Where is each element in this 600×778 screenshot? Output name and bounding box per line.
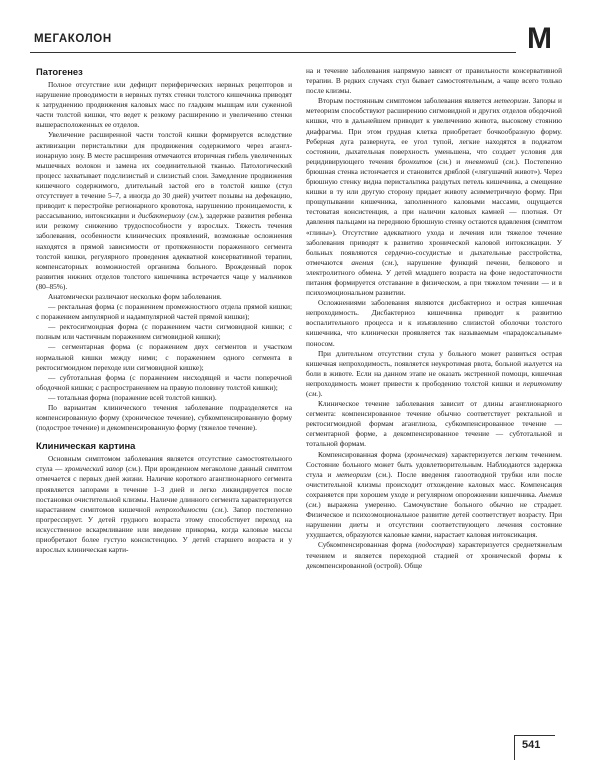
text-run: ). При врожденном мегаколоне данный симптом отмечается с первых дней жизни. Наличие короткого аганглионарного сегмента проявляется запорами в течение 1–3 дней и легко ликвидируется после постановки очистительной клизмы. Наличие длинного сегмента характеризуется нарастанием симптомов кишечной [36, 464, 292, 514]
italic-term: анемия [351, 257, 374, 267]
section-letter: М [527, 22, 552, 55]
text-run: ). Запор постепенно прогрессирует. У детей грудного возраста этому способствует переход на искусственное вскармливание или введение прикорма, когда каловые массы приобретают более густую консистенцию. У детей старшего возраста и у взрослых клиническая карти- [36, 504, 292, 555]
paragraph [306, 399, 562, 449]
page-number: 541 [522, 739, 541, 751]
text-run: ( [207, 504, 215, 514]
italic-term: дисбактериозу [137, 211, 185, 221]
paragraph [306, 96, 562, 298]
italic-term: см. [189, 211, 200, 221]
paragraph [36, 373, 292, 393]
text-run: Основным симптомом заболевания является отсутствие самостоятельного стула — [36, 454, 292, 474]
italic-term: метеоризм [493, 96, 529, 106]
text-run: ) и [449, 156, 466, 166]
text-run: ) характеризуется легким течением. Состояние больного может быть удовлетворительным. Наблюдаются задержка стула и [306, 449, 562, 479]
text-run: Вторым постоянным симптомом заболевания является [318, 96, 494, 106]
text-run: Осложнениями заболевания являются дисбактериоз и острая кишечная непроходимость. Дисбактериоз кишечника приводит к развитию воспалительного процесса и к изъязвлению слизистой оболочки толстого кишечника, что клинически проявляется так называемым «парадоксальным» поносом. [306, 298, 562, 348]
text-run: Клиническое течение заболевания зависит от длины аганглионарного сегмента: компенсированное течение обычно соответствует ректальной и ректосигмоидной формам аганглиоза, субкомпенсированное течение — сегментарной форме, а декомпенсированное течение — субтотальной и тотальной формам. [306, 399, 562, 449]
right-column [306, 66, 562, 571]
text-run: Полное отсутствие или дефицит периферических нервных рецепторов и нарушение проводимости в нервных путях стенки толстого кишечника приводят к затруднению продвижения каловых масс по гладким мышцам или суженной части толстой кишки, что ведет к резкому расширению и увеличению стенки вышерасположенных ее отделов. [36, 80, 292, 130]
italic-term: см. [214, 504, 225, 514]
italic-term: хроническая [406, 449, 446, 459]
text-run: ) характеризуется среднетяжелым течением и является переходной стадией от хронической формы к декомпенсированной (острой). Обще [306, 540, 562, 570]
italic-term: пневмоний [465, 156, 499, 166]
text-run: — ректальная форма (с поражением промежностного отдела прямой кишки; с поражением ампулярной и надампулярной частей прямой кишки); [36, 302, 292, 322]
text-run: ( [498, 156, 506, 166]
text-run: ( [373, 257, 385, 267]
left-column [36, 66, 292, 555]
paragraph [36, 302, 292, 322]
text-run: ), задержке развития ребенка или резкому снижению трудоспособности у взрослых. Тяжесть течения заболевания, особенности клинических проявлений, возможные осложнения находятся в прямой зависимости от протяженности пораженного сегмента толстой кишки, регулярного проведения адекватной консервативной терапии, компенсаторных возможностей организма больного. Врожденный порок развития нижних отделов толстого кишечника встречается чаще у мальчиков (80–85%). [36, 211, 292, 291]
paragraph [36, 130, 292, 292]
text-run: ). [318, 389, 323, 398]
italic-term: см. [505, 156, 516, 166]
text-run: ( [184, 211, 190, 221]
text-run: . Запоры и метеоризм способствуют расширению сигмовидной и других отделов ободочной кишки, что в дальнейшем приводит к увеличению живота, высокому стоянию диафрагмы. При этом грудная клетка приобретает бочкообразную форму. Реберная дуга развернута, ее угол тупой, легкие находятся в поджатом состоянии, дыхательная поверхность уменьшена, что создает условия для рецидивирующего течения [306, 96, 562, 166]
text-run: ). Постепенно брюшная стенка истончается и становится дряблой («лягушачий живот»). Через брюшную стенку видна перистальтика раздутых петель кишечника, а смещение кишки в ту или другую сторону придает животу асимметричную форму. При прощупывании кишечника, заполненного каловыми массами, ощущается тестоватая консистенция, а при наличии каловых камней — плотная. От давления пальцами на переднюю брюшную стенку остаются вдавления (симптом «глины»). Отсутствие адекватного ухода и лечения или тяжелое течение заболевания приводят к развитию хронической каловой интоксикации. У больных появляются сердечно-сосудистые и дыхательные расстройства, отмечаются [306, 156, 562, 267]
text-run: Анатомически различают несколько форм заболевания. [48, 291, 222, 301]
text-run: При длительном отсутствии стула у больного может развиться острая кишечная непроходимость, появляется неукротимая рвота, больной жалуется на боли в животе. Если на данном этапе не оказать экстренной помощи, кишечная непроходимость может привести к прободению толстой кишки и [306, 348, 562, 388]
italic-term: Анемия [539, 489, 562, 499]
text-run: Субкомпенсированная форма ( [318, 540, 419, 550]
paragraph [36, 292, 292, 302]
italic-term: бронхитов [398, 156, 432, 166]
paragraph [36, 322, 292, 342]
text-run: Увеличение расширенной части толстой кишки формируется вследствие активизации перистальтики для продвижения содержимого через аганглионарную зону. В месте расширения отмечаются вторичная гибель увеличенных мышечных волокон и замена их соединительной тканью. Патологический процесс захватывает подслизистый и слизистый слои. Замедление продвижения кишечного содержимого, длительный застой его в толстой кишке (стул отсутствует в течение 5–7, а иногда до 30 дней) учитеет позывы на дефекацию, приводит к перестройке регионарного кровотока, нарушению проницаемости, к рассасыванию, интоксикации и [36, 130, 292, 221]
italic-term: см. [384, 257, 395, 267]
text-run: на и течение заболевания напрямую зависят от правильности консервативной терапии. В редких случаях стул бывает самостоятельным, а чаще всего только после клизмы. [306, 66, 562, 96]
right-body [306, 66, 562, 571]
pathogenesis-body [36, 80, 292, 433]
text-run: ( [306, 389, 309, 398]
italic-term: см. [439, 156, 450, 166]
text-run: Компенсированная форма ( [318, 449, 407, 459]
text-run: — субтотальная форма (с поражением нисходящей и части поперечной ободочной кишки; с распространением на правую половину толстой кишки); [36, 372, 292, 392]
paragraph [36, 393, 292, 403]
text-run: ) выражена умеренно. Самочувствие больного обычно не страдает. Физическое и психоэмоциональное развитие детей соответствует возрасту. При нарушении диеты и отсутствии соответствующего лечения состояние ухудшается, образуются каловые камни, нарастает каловая интоксикация. [306, 500, 562, 540]
heading-pathogenesis: Патогенез [36, 66, 83, 77]
header-rule [30, 52, 516, 53]
paragraph [36, 80, 292, 130]
paragraph [306, 66, 562, 96]
text-run: По вариантам клинического течения заболевание подразделяется на компенсированную форму (хроническое течение), субкомпенсированную форму (подострое течение) и декомпенсированную форму (тяжелое течение). [36, 403, 292, 433]
italic-term: см. [378, 469, 389, 479]
italic-term: перитониту [523, 378, 562, 388]
text-run: ( [123, 464, 129, 474]
italic-term: см. [308, 389, 319, 398]
paragraph [306, 450, 562, 541]
text-run: ). После введения газоотводной трубки или после очистительной клизмы происходит отхождение каловых масс. Компенсация сохраняется при хорошем уходе и регулярном опорожнении кишечника. [306, 469, 562, 499]
running-title: МЕГАКОЛОН [34, 33, 112, 45]
italic-term: подострая [418, 540, 453, 550]
italic-term: непроходимости [155, 504, 208, 514]
paragraph [306, 540, 562, 570]
paragraph [306, 298, 562, 348]
clinical-body [36, 454, 292, 555]
italic-term: см. [308, 500, 319, 510]
italic-term: метеоризм [336, 469, 371, 479]
text-run: ), нарушение функций печени, белкового и электролитного обмена. У детей младшего возраста на фоне недостаточности питания формируется отставание в физическом, а при тяжелом течении — и в психоэмоциональном развитии. [306, 257, 562, 298]
paragraph [36, 454, 292, 555]
italic-term: см. [128, 464, 138, 474]
text-run: ( [306, 500, 309, 510]
text-run: — сегментарная форма (с поражением двух сегментов и участком нормальной кишки между ними; с поражением одного сегмента в ректосигмоидном переходе или сигмовидной кишке); [36, 342, 292, 372]
text-run: ( [370, 469, 379, 479]
italic-term: хронический запор [64, 464, 124, 474]
heading-clinical: Клиническая картина [36, 440, 136, 452]
text-run: — тотальная форма (поражение всей толстой кишки). [48, 392, 217, 402]
text-run: — ректосигмоидная форма (с поражением части сигмовидной кишки; с полным или частичным поражением сигмовидной кишки); [36, 322, 292, 342]
paragraph [36, 403, 292, 433]
paragraph [36, 342, 292, 372]
paragraph [306, 349, 562, 399]
text-run: ( [431, 156, 440, 166]
